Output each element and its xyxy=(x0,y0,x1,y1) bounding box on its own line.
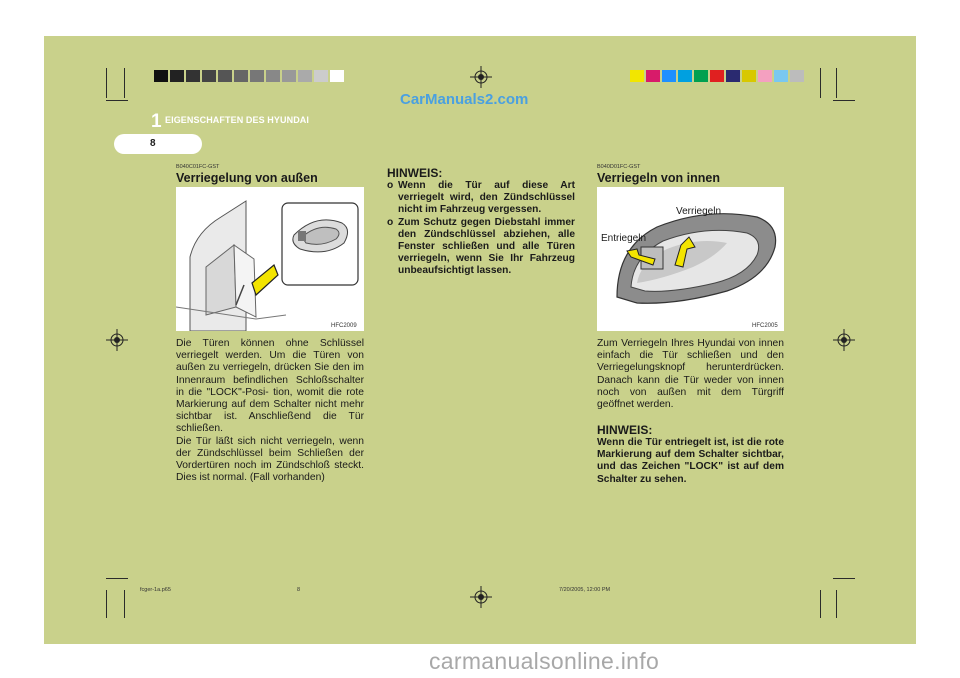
footer-page: 8 xyxy=(297,587,301,593)
page-number: 8 xyxy=(150,138,156,149)
registration-mark-bottom xyxy=(470,586,492,608)
car-door-illustration xyxy=(176,187,364,331)
note-text: Wenn die Tür entriegelt ist, ist die rote Markierung auf dem Schalter sichtbar, und das Zeichen "LOCK" ist auf dem Schalter zu sehen. xyxy=(597,437,784,485)
figure-code: HFC2009 xyxy=(331,323,357,329)
note-item xyxy=(387,217,575,278)
paragraph: Zum Verriegeln Ihres Hyundai von innen einfach die Tür schließen und den Verriegelungsknopf herunterdrücken. Danach kann die Tür weder von innen noch von außen mit dem Türgriff geöffnet werden. xyxy=(597,338,784,411)
label-lock: Verriegeln xyxy=(676,206,722,217)
color-swatch xyxy=(694,70,708,82)
color-swatch xyxy=(234,70,248,82)
color-swatch xyxy=(646,70,660,82)
color-swatch xyxy=(266,70,280,82)
color-swatch xyxy=(154,70,168,82)
registration-mark-left xyxy=(106,329,128,351)
section-heading: Verriegeln von innen xyxy=(597,171,720,185)
note-box xyxy=(387,180,575,278)
color-swatch xyxy=(218,70,232,82)
paragraph: Die Türen können ohne Schlüssel verriegelt werden. Um die Türen von außen zu verriegeln, drücken Sie den im Innenraum befindlichen Schloßschalter in die "LOCK"-Posi- tion, womit die rote Markierung auf dem Schalter nicht mehr sichtbar ist. Anschließend die Tür schließen. xyxy=(176,338,364,435)
brand-watermark: carmanualsonline.info xyxy=(429,648,660,674)
footer-file: fcger-1a.p65 xyxy=(140,587,171,593)
bullet: o xyxy=(387,216,394,228)
color-swatch xyxy=(710,70,724,82)
body-text-exterior xyxy=(176,338,364,484)
color-swatch xyxy=(314,70,328,82)
color-swatch xyxy=(186,70,200,82)
section-code: B040D01FC-GST xyxy=(597,164,641,170)
color-swatch xyxy=(282,70,296,82)
bullet: o xyxy=(387,180,394,191)
note-title: HINWEIS: xyxy=(387,166,443,180)
color-swatch xyxy=(170,70,184,82)
color-swatch xyxy=(790,70,804,82)
color-swatch xyxy=(330,70,344,82)
note-item-text: Zum Schutz gegen Diebstahl immer den Zündschlüssel abziehen, alle Fenster schließen und alle Türen verriegeln, wenn Sie Ihr Fahrzeug unbeaufsichtigt lassen. xyxy=(398,216,575,277)
color-swatch xyxy=(726,70,740,82)
note-item xyxy=(387,180,575,217)
chapter-title: EIGENSCHAFTEN DES HYUNDAI xyxy=(165,115,310,125)
section-heading: Verriegelung von außen xyxy=(176,171,318,185)
color-swatch xyxy=(742,70,756,82)
figure-exterior-lock xyxy=(176,187,364,331)
chapter-number: 1 xyxy=(151,111,162,132)
color-swatch xyxy=(758,70,772,82)
registration-mark-right xyxy=(833,329,855,351)
section-code: B040C01FC-GST xyxy=(176,164,220,170)
color-swatch xyxy=(678,70,692,82)
page-background xyxy=(44,36,916,644)
color-swatch xyxy=(774,70,788,82)
registration-mark-top xyxy=(470,66,492,88)
color-swatch xyxy=(662,70,676,82)
page-tab xyxy=(114,134,202,154)
note-item-text: Wenn die Tür auf diese Art verriegelt wird, den Zündschlüssel nicht im Fahrzeug vergessen. xyxy=(398,180,575,216)
footer-date: 7/20/2005, 12:00 PM xyxy=(559,587,611,593)
body-text-interior xyxy=(597,338,784,411)
paragraph: Die Tür läßt sich nicht verriegeln, wenn der Zündschlüssel beim Schließen der Vordertüren noch im Zündschloß steckt. Dies ist normal. (Fall vorhanden) xyxy=(176,435,364,484)
label-unlock: Entriegeln xyxy=(601,233,647,244)
color-swatch xyxy=(250,70,264,82)
color-swatch xyxy=(202,70,216,82)
watermark: CarManuals2.com xyxy=(400,91,529,108)
figure-code: HFC2005 xyxy=(752,323,778,329)
color-swatch xyxy=(630,70,644,82)
color-swatch xyxy=(298,70,312,82)
note-title: HINWEIS: xyxy=(597,423,653,437)
